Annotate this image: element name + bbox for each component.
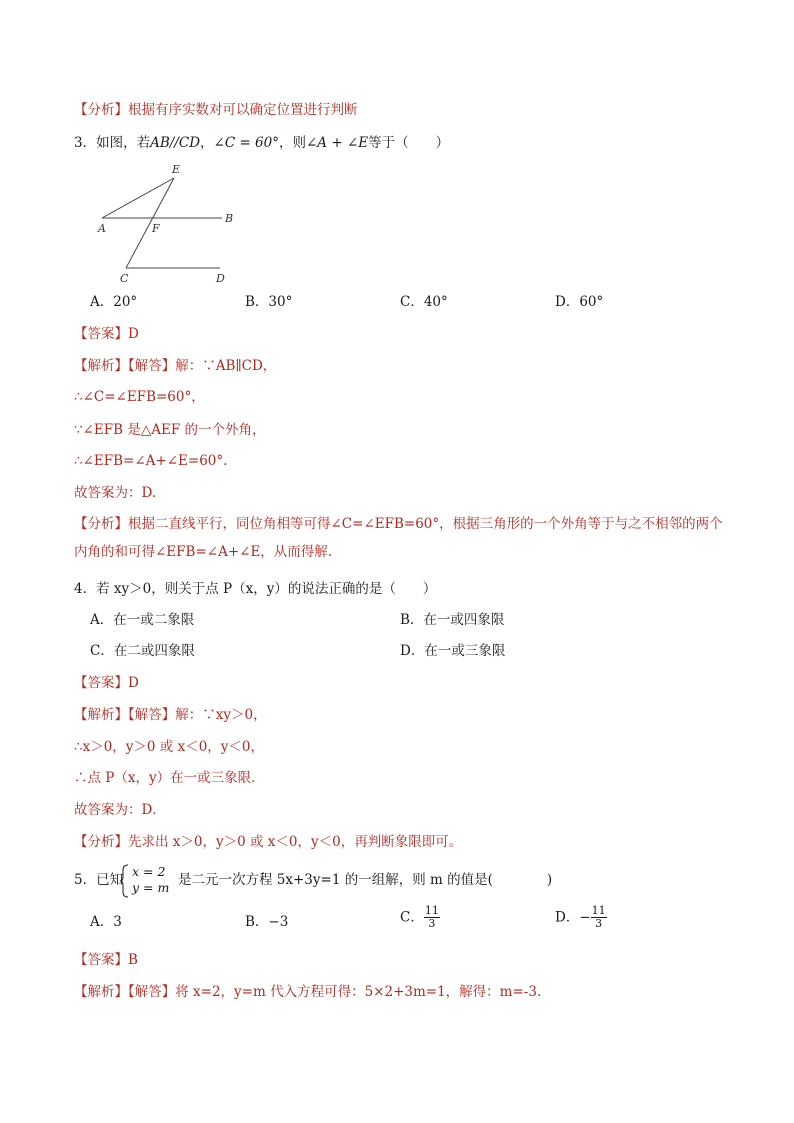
label-d: D <box>216 272 225 285</box>
analysis-text: 根据有序实数对可以确定位置进行判断 <box>128 102 358 118</box>
q5-option-d-fraction <box>591 905 607 930</box>
q5-option-c[interactable] <box>400 905 440 930</box>
label-f: F <box>152 222 160 235</box>
answer-tag: 【答案】 <box>74 952 128 968</box>
q3-stem-suffix: 等于（ ） <box>368 135 450 151</box>
answer-value: D <box>128 326 139 342</box>
option-label: D．− <box>555 909 591 926</box>
q3-stem <box>74 133 449 153</box>
q3-option-a[interactable]: A．20° <box>90 294 138 310</box>
q5-option-b[interactable]: B．−3 <box>245 914 289 930</box>
solution-text: 解：∵xy＞0， <box>175 707 267 723</box>
solution-text: 将 x=2，y=m 代入方程可得：5×2+3m=1，解得：m=-3. <box>175 984 542 1000</box>
fraction-denominator: 3 <box>428 917 436 930</box>
q3-option-b[interactable]: B．30° <box>245 294 293 310</box>
label-a: A <box>98 222 106 235</box>
analysis-tag: 【分析】 <box>74 102 128 118</box>
q4-analysis <box>74 832 462 852</box>
q4-solution-line-3: ∴点 P（x，y）在一或三象限． <box>74 770 265 786</box>
q3-solution-line-3: ∵∠EFB 是△AEF 的一个外角， <box>74 422 266 438</box>
q3-stem-then: ，则 <box>278 135 306 151</box>
label-c: C <box>120 272 129 285</box>
q3-stem-prefix: 3．如图，若 <box>74 135 151 151</box>
q3-math-sum: ∠A + ∠E <box>305 135 369 151</box>
q4-solution-line-2: ∴x＞0，y＞0 或 x＜0，y＜0， <box>74 739 265 755</box>
analysis-text: 根据二直线平行，同位角相等可得∠C=∠EFB=60°，根据三角形的一个外角等于与之不相邻的两个内角的和可得∠EFB=∠A+∠E，从而得解. <box>74 516 723 560</box>
q5-stem-suffix: 是二元一次方程 5x+3y=1 的一组解，则 m 的值是( ) <box>178 872 553 888</box>
q4-option-c[interactable]: C．在二或四象限 <box>90 643 195 659</box>
option-label: C． <box>400 909 424 926</box>
q3-math-angle-c: ∠C = 60° <box>213 135 279 151</box>
q3-solution-line-4: ∴∠EFB=∠A+∠E=60°. <box>74 453 228 469</box>
q4-answer <box>74 673 139 693</box>
q5-solution <box>74 982 541 1002</box>
q3-analysis <box>74 510 734 566</box>
q4-option-b[interactable]: B．在一或四象限 <box>400 612 505 628</box>
q4-option-a[interactable]: A．在一或二象限 <box>90 612 195 628</box>
q5-option-a[interactable]: A．3 <box>90 914 122 930</box>
answer-value: D <box>128 675 139 691</box>
q5-option-c-fraction <box>424 905 440 930</box>
q5-system-eq2: y = m <box>132 880 170 895</box>
q3-solution-line-5: 故答案为：D. <box>74 485 157 501</box>
fraction-denominator: 3 <box>595 917 603 930</box>
q5-answer <box>74 950 138 970</box>
q3-math-parallel: AB//CD <box>150 135 201 151</box>
q4-option-d[interactable]: D．在一或三象限 <box>400 643 506 659</box>
label-b: B <box>225 212 234 225</box>
q3-option-d[interactable]: D．60° <box>555 294 604 310</box>
q5-stem-prefix: 5．已知 <box>74 872 124 888</box>
fraction-numerator: 11 <box>424 904 439 917</box>
label-e: E <box>172 163 181 176</box>
q3-solution-line-2: ∴∠C=∠EFB=60°， <box>74 389 205 405</box>
q4-stem: 4．若 xy＞0，则关于点 P（x，y）的说法正确的是（ ） <box>74 581 437 597</box>
answer-tag: 【答案】 <box>74 675 128 691</box>
analysis-tag: 【分析】 <box>74 516 128 532</box>
q5-option-d[interactable] <box>555 905 607 930</box>
q3-option-c[interactable]: C．40° <box>400 294 448 310</box>
q5-system-brace <box>120 864 130 898</box>
q4-solution-line-1 <box>74 705 267 725</box>
solution-text: 解：∵AB∥CD， <box>175 358 277 374</box>
answer-value: B <box>128 952 138 968</box>
q3-geometry-figure <box>92 160 252 285</box>
q3-stem-sep: ， <box>200 135 214 151</box>
analysis-tag: 【分析】 <box>74 834 128 850</box>
q3-solution-line-1 <box>74 356 276 376</box>
answer-tag: 【答案】 <box>74 326 128 342</box>
solution-tag: 【解析】【解答】 <box>74 358 176 374</box>
q2-analysis <box>74 100 358 120</box>
fraction-numerator: 11 <box>591 904 606 917</box>
q4-solution-line-4: 故答案为：D． <box>74 802 166 818</box>
q5-system-eq1: x = 2 <box>132 864 166 879</box>
q3-answer <box>74 324 139 344</box>
analysis-text: 先求出 x＞0，y＞0 或 x＜0，y＜0，再判断象限即可。 <box>128 834 463 850</box>
solution-tag: 【解析】【解答】 <box>74 984 176 1000</box>
solution-tag: 【解析】【解答】 <box>74 707 176 723</box>
